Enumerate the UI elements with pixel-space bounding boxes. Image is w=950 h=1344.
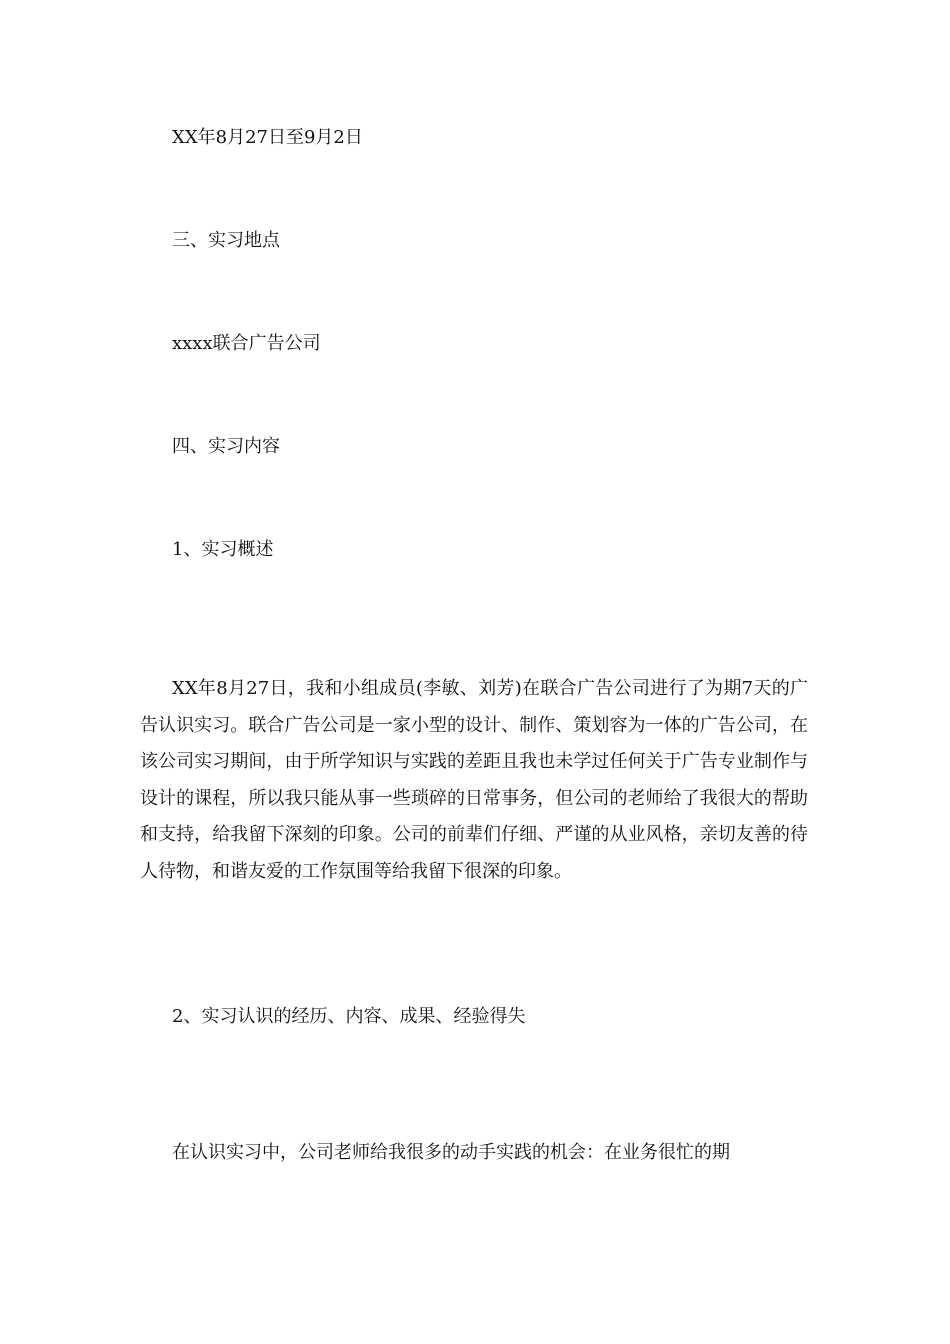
internship-location: xxxx联合广告公司 xyxy=(172,333,321,354)
section-3-heading: 三、实习地点 xyxy=(172,230,280,251)
closing-paragraph-line: 在认识实习中，公司老师给我很多的动手实践的机会：在业务很忙的期 xyxy=(172,1142,730,1163)
overview-paragraph: XX年8月27日，我和小组成员(李敏、刘芳)在联合广告公司进行了为期7天的广告认识实习。联合广告公司是一家小型的设计、制作、策划容为一体的广告公司，在该公司实习期间，由于所学知识与实践的差距且我也未学过任何关于广告专业制作与设计的课程，所以我只能从事一些琐碎的日常事务，但公司的老师给了我很大的帮助和支持，给我留下深刻的印象。公司的前辈们仔细、严谨的从业风格，亲切友善的待人待物，和谐友爱的工作氛围等给我留下很深的印象。 xyxy=(140,678,808,882)
subsection-2-heading: 2、实习认识的经历、内容、成果、经验得失 xyxy=(172,1006,526,1027)
subsection-1-heading: 1、实习概述 xyxy=(172,539,274,560)
internship-date-range: XX年8月27日至9月2日 xyxy=(172,127,363,148)
section-4-heading: 四、实习内容 xyxy=(172,436,280,457)
